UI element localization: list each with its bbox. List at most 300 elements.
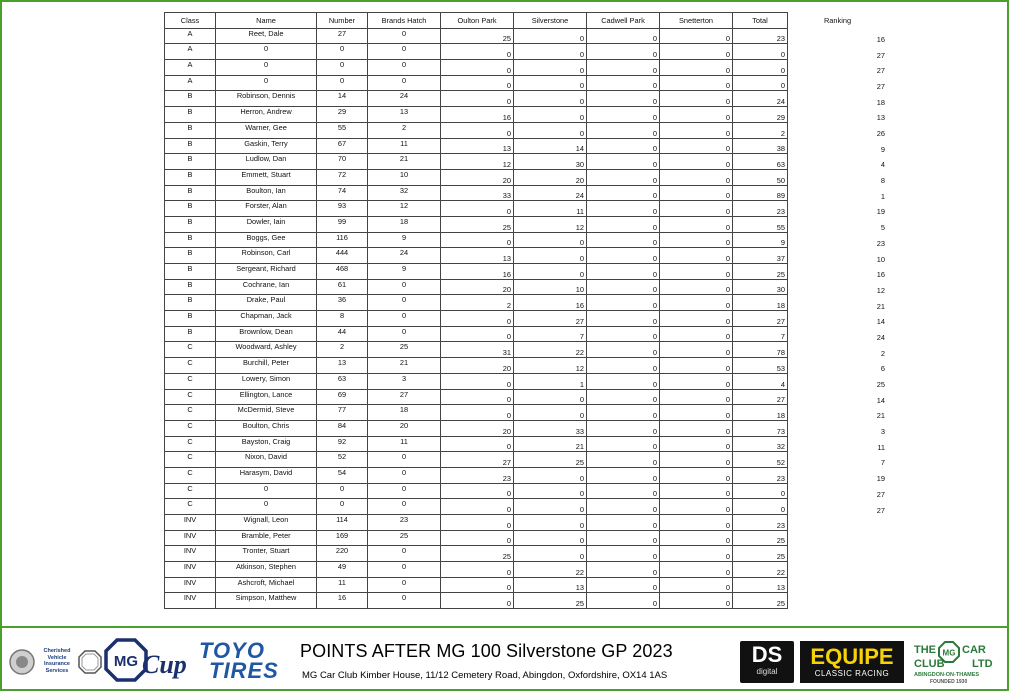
class-cell: INV [165, 577, 216, 593]
table-row [165, 232, 888, 248]
oulton-park-cell: 12 [441, 154, 514, 170]
total-cell: 2 [733, 122, 788, 138]
brands-hatch-cell: 21 [368, 154, 441, 170]
silverstone-cell: 0 [514, 44, 587, 60]
snetterton-cell: 0 [660, 483, 733, 499]
name-cell: Emmett, Stuart [216, 169, 317, 185]
table-row [165, 44, 888, 60]
cadwell-park-cell: 0 [587, 201, 660, 217]
cherished-vehicle-badge-icon [8, 648, 38, 676]
total-cell: 23 [733, 28, 788, 44]
class-cell: A [165, 60, 216, 76]
oulton-park-cell: 33 [441, 185, 514, 201]
class-cell: INV [165, 562, 216, 578]
table-row [165, 264, 888, 280]
silverstone-cell: 0 [514, 264, 587, 280]
brands-hatch-cell: 0 [368, 279, 441, 295]
ranking-cell: 27 [876, 489, 885, 499]
number-cell: 13 [317, 358, 368, 374]
snetterton-cell: 0 [660, 358, 733, 374]
name-cell: Ellington, Lance [216, 389, 317, 405]
brands-hatch-cell: 0 [368, 483, 441, 499]
carclub-ltd: LTD [972, 658, 993, 670]
total-cell: 78 [733, 342, 788, 358]
silverstone-cell: 1 [514, 373, 587, 389]
silverstone-cell: 20 [514, 169, 587, 185]
class-cell: C [165, 405, 216, 421]
brands-hatch-cell: 25 [368, 530, 441, 546]
brands-hatch-cell: 24 [368, 248, 441, 264]
brands-hatch-cell: 23 [368, 515, 441, 531]
cadwell-park-cell: 0 [587, 515, 660, 531]
mg-small-badge-icon [78, 650, 102, 674]
total-cell: 9 [733, 232, 788, 248]
cadwell-park-cell: 0 [587, 420, 660, 436]
number-cell: 169 [317, 530, 368, 546]
brands-hatch-cell: 0 [368, 60, 441, 76]
toyo-tires-logo [199, 638, 291, 683]
number-cell: 116 [317, 232, 368, 248]
brands-hatch-cell: 10 [368, 169, 441, 185]
brands-hatch-cell: 11 [368, 436, 441, 452]
snetterton-cell: 0 [660, 420, 733, 436]
snetterton-cell: 0 [660, 467, 733, 483]
snetterton-cell: 0 [660, 154, 733, 170]
silverstone-cell: 12 [514, 358, 587, 374]
table-row [165, 75, 888, 91]
cadwell-park-cell: 0 [587, 138, 660, 154]
class-cell: C [165, 499, 216, 515]
oulton-park-cell: 0 [441, 326, 514, 342]
oulton-park-cell: 0 [441, 593, 514, 609]
brands-hatch-cell: 0 [368, 452, 441, 468]
total-cell: 0 [733, 483, 788, 499]
number-cell: 0 [317, 499, 368, 515]
name-cell: McDermid, Steve [216, 405, 317, 421]
name-cell: Gaskin, Terry [216, 138, 317, 154]
cadwell-park-cell: 0 [587, 530, 660, 546]
class-cell: A [165, 44, 216, 60]
class-cell: B [165, 264, 216, 280]
silverstone-cell: 12 [514, 216, 587, 232]
snetterton-cell: 0 [660, 593, 733, 609]
name-cell: Lowery, Simon [216, 373, 317, 389]
oulton-park-cell: 25 [441, 546, 514, 562]
brands-hatch-cell: 25 [368, 342, 441, 358]
number-cell: 220 [317, 546, 368, 562]
table-row [165, 358, 888, 374]
table-row [165, 201, 888, 217]
number-cell: 84 [317, 420, 368, 436]
snetterton-cell: 0 [660, 264, 733, 280]
oulton-park-cell: 0 [441, 373, 514, 389]
snetterton-cell: 0 [660, 122, 733, 138]
table-row [165, 546, 888, 562]
number-cell: 2 [317, 342, 368, 358]
number-cell: 93 [317, 201, 368, 217]
points-table [164, 12, 888, 609]
brands-hatch-cell: 0 [368, 326, 441, 342]
name-cell: 0 [216, 499, 317, 515]
cherished-line-2: Vehicle [47, 654, 67, 661]
class-cell: B [165, 248, 216, 264]
ranking-cell: 10 [876, 254, 885, 264]
number-cell: 69 [317, 389, 368, 405]
ranking-cell: 14 [876, 317, 885, 327]
header-name: Name [216, 13, 317, 29]
silverstone-cell: 27 [514, 311, 587, 327]
silverstone-cell: 0 [514, 483, 587, 499]
silverstone-cell: 0 [514, 389, 587, 405]
ranking-cell: 19 [876, 474, 885, 484]
ranking-cell: 4 [880, 160, 885, 170]
snetterton-cell: 0 [660, 279, 733, 295]
table-row [165, 405, 888, 421]
snetterton-cell: 0 [660, 138, 733, 154]
table-row [165, 593, 888, 609]
cadwell-park-cell: 0 [587, 483, 660, 499]
class-cell: A [165, 28, 216, 44]
snetterton-cell: 0 [660, 75, 733, 91]
cadwell-park-cell: 0 [587, 107, 660, 123]
total-cell: 4 [733, 373, 788, 389]
oulton-park-cell: 0 [441, 577, 514, 593]
cadwell-park-cell: 0 [587, 154, 660, 170]
mg-cup-text: Cup [142, 650, 187, 679]
class-cell: B [165, 232, 216, 248]
total-cell: 37 [733, 248, 788, 264]
silverstone-cell: 0 [514, 248, 587, 264]
table-row [165, 436, 888, 452]
number-cell: 92 [317, 436, 368, 452]
header-number: Number [317, 13, 368, 29]
table-row [165, 248, 888, 264]
ranking-cell: 25 [876, 380, 885, 389]
ranking-cell: 5 [880, 223, 885, 233]
oulton-park-cell: 25 [441, 216, 514, 232]
brands-hatch-cell: 27 [368, 389, 441, 405]
class-cell: B [165, 122, 216, 138]
carclub-the: THE [914, 644, 936, 656]
oulton-park-cell: 20 [441, 169, 514, 185]
oulton-park-cell: 0 [441, 91, 514, 107]
name-cell: Robinson, Dennis [216, 91, 317, 107]
number-cell: 114 [317, 515, 368, 531]
number-cell: 63 [317, 373, 368, 389]
header-cadwell-park: Cadwell Park [587, 13, 660, 29]
brands-hatch-cell: 9 [368, 232, 441, 248]
cherished-logo [8, 648, 103, 676]
club-address: MG Car Club Kimber House, 11/12 Cemetery Road, Abingdon, Oxfordshire, OX14 1AS [302, 670, 668, 681]
class-cell: C [165, 436, 216, 452]
brands-hatch-cell: 18 [368, 216, 441, 232]
oulton-park-cell: 16 [441, 107, 514, 123]
ranking-cell [788, 577, 888, 593]
carclub-club: CLUB [914, 658, 945, 670]
class-cell: C [165, 342, 216, 358]
total-cell: 25 [733, 546, 788, 562]
snetterton-cell: 0 [660, 201, 733, 217]
number-cell: 55 [317, 122, 368, 138]
cadwell-park-cell: 0 [587, 405, 660, 421]
ranking-cell: 21 [876, 411, 885, 421]
number-cell: 77 [317, 405, 368, 421]
brands-hatch-cell: 0 [368, 44, 441, 60]
carclub-car: CAR [962, 644, 986, 656]
class-cell: B [165, 107, 216, 123]
silverstone-cell: 0 [514, 28, 587, 44]
class-cell: A [165, 75, 216, 91]
ranking-cell: 2 [880, 348, 885, 358]
cadwell-park-cell: 0 [587, 169, 660, 185]
cadwell-park-cell: 0 [587, 248, 660, 264]
cadwell-park-cell: 0 [587, 91, 660, 107]
snetterton-cell: 0 [660, 436, 733, 452]
brands-hatch-cell: 0 [368, 593, 441, 609]
page-title: POINTS AFTER MG 100 Silverstone GP 2023 [300, 641, 673, 661]
ds-big-text: DS [751, 642, 783, 667]
name-cell: Nixon, David [216, 452, 317, 468]
class-cell: B [165, 154, 216, 170]
ranking-cell: 6 [880, 364, 885, 374]
table-row [165, 154, 888, 170]
silverstone-cell: 7 [514, 326, 587, 342]
name-cell: Chapman, Jack [216, 311, 317, 327]
name-cell: Warner, Gee [216, 122, 317, 138]
name-cell: Cochrane, Ian [216, 279, 317, 295]
snetterton-cell: 0 [660, 44, 733, 60]
cadwell-park-cell: 0 [587, 467, 660, 483]
cadwell-park-cell: 0 [587, 499, 660, 515]
class-cell: C [165, 483, 216, 499]
brands-hatch-cell: 0 [368, 467, 441, 483]
equipe-logo [800, 641, 904, 683]
ranking-cell: 16 [876, 34, 885, 44]
number-cell: 444 [317, 248, 368, 264]
oulton-park-cell: 0 [441, 60, 514, 76]
table-row [165, 562, 888, 578]
oulton-park-cell: 0 [441, 405, 514, 421]
table-body [165, 28, 888, 608]
ds-small-text: digital [756, 667, 778, 676]
total-cell: 23 [733, 201, 788, 217]
name-cell: Boggs, Gee [216, 232, 317, 248]
name-cell: 0 [216, 75, 317, 91]
table-row [165, 530, 888, 546]
brands-hatch-cell: 0 [368, 577, 441, 593]
snetterton-cell: 0 [660, 405, 733, 421]
ranking-cell: 7 [880, 458, 885, 468]
ranking-cell: 1 [880, 191, 885, 201]
total-cell: 30 [733, 279, 788, 295]
oulton-park-cell: 31 [441, 342, 514, 358]
oulton-park-cell: 0 [441, 530, 514, 546]
name-cell: Harasym, David [216, 467, 317, 483]
ranking-cell: 23 [876, 238, 885, 248]
table-row [165, 373, 888, 389]
cadwell-park-cell: 0 [587, 389, 660, 405]
oulton-park-cell: 0 [441, 75, 514, 91]
number-cell: 0 [317, 60, 368, 76]
silverstone-cell: 16 [514, 295, 587, 311]
snetterton-cell: 0 [660, 185, 733, 201]
number-cell: 468 [317, 264, 368, 280]
number-cell: 27 [317, 28, 368, 44]
table-row [165, 515, 888, 531]
name-cell: Dowler, Iain [216, 216, 317, 232]
cadwell-park-cell: 0 [587, 326, 660, 342]
snetterton-cell: 0 [660, 530, 733, 546]
class-cell: B [165, 326, 216, 342]
total-cell: 73 [733, 420, 788, 436]
silverstone-cell: 0 [514, 91, 587, 107]
table-row [165, 326, 888, 342]
class-cell: B [165, 279, 216, 295]
oulton-park-cell: 0 [441, 562, 514, 578]
total-cell: 24 [733, 91, 788, 107]
snetterton-cell: 0 [660, 546, 733, 562]
snetterton-cell: 0 [660, 342, 733, 358]
brands-hatch-cell: 0 [368, 499, 441, 515]
total-cell: 27 [733, 389, 788, 405]
cadwell-park-cell: 0 [587, 452, 660, 468]
cadwell-park-cell: 0 [587, 593, 660, 609]
brands-hatch-cell: 32 [368, 185, 441, 201]
oulton-park-cell: 20 [441, 420, 514, 436]
oulton-park-cell: 0 [441, 389, 514, 405]
ranking-cell: 12 [876, 285, 885, 295]
total-cell: 25 [733, 530, 788, 546]
ranking-cell: 14 [876, 395, 885, 405]
name-cell: Boulton, Ian [216, 185, 317, 201]
ranking-cell [788, 593, 888, 609]
header-ranking: Ranking [823, 15, 852, 25]
brands-hatch-cell: 24 [368, 91, 441, 107]
total-cell: 22 [733, 562, 788, 578]
oulton-park-cell: 0 [441, 515, 514, 531]
header-row [165, 13, 888, 29]
class-cell: B [165, 91, 216, 107]
silverstone-cell: 33 [514, 420, 587, 436]
snetterton-cell: 0 [660, 107, 733, 123]
mg-octagon-letters: MG [113, 653, 139, 670]
name-cell: Brownlow, Dean [216, 326, 317, 342]
total-cell: 29 [733, 107, 788, 123]
snetterton-cell: 0 [660, 389, 733, 405]
header-class: Class [165, 13, 216, 29]
name-cell: Woodward, Ashley [216, 342, 317, 358]
class-cell: B [165, 138, 216, 154]
cadwell-park-cell: 0 [587, 44, 660, 60]
oulton-park-cell: 20 [441, 358, 514, 374]
ranking-cell: 24 [876, 332, 885, 342]
snetterton-cell: 0 [660, 169, 733, 185]
class-cell: C [165, 420, 216, 436]
brands-hatch-cell: 0 [368, 295, 441, 311]
carclub-mg-letters: MG [942, 648, 956, 658]
total-cell: 7 [733, 326, 788, 342]
snetterton-cell: 0 [660, 91, 733, 107]
class-cell: C [165, 467, 216, 483]
number-cell: 72 [317, 169, 368, 185]
snetterton-cell: 0 [660, 562, 733, 578]
table-row [165, 185, 888, 201]
table-row [165, 483, 888, 499]
snetterton-cell: 0 [660, 499, 733, 515]
table-row [165, 138, 888, 154]
oulton-park-cell: 0 [441, 311, 514, 327]
ranking-cell: 26 [876, 129, 885, 138]
class-cell: B [165, 201, 216, 217]
number-cell: 49 [317, 562, 368, 578]
silverstone-cell: 0 [514, 122, 587, 138]
total-cell: 0 [733, 60, 788, 76]
name-cell: Tronter, Stuart [216, 546, 317, 562]
cadwell-park-cell: 0 [587, 216, 660, 232]
table-row [165, 467, 888, 483]
toyo-line-2: TIRES [209, 658, 279, 683]
ranking-cell: 11 [877, 442, 885, 452]
name-cell: Boulton, Chris [216, 420, 317, 436]
brands-hatch-cell: 0 [368, 311, 441, 327]
cadwell-park-cell: 0 [587, 264, 660, 280]
cadwell-park-cell: 0 [587, 562, 660, 578]
name-cell: Simpson, Matthew [216, 593, 317, 609]
oulton-park-cell: 0 [441, 201, 514, 217]
ranking-cell: 27 [876, 505, 885, 515]
silverstone-cell: 0 [514, 232, 587, 248]
snetterton-cell: 0 [660, 295, 733, 311]
brands-hatch-cell: 2 [368, 122, 441, 138]
table-row [165, 389, 888, 405]
table-row [165, 295, 888, 311]
brands-hatch-cell: 9 [368, 264, 441, 280]
ranking-cell [788, 562, 888, 578]
oulton-park-cell: 0 [441, 436, 514, 452]
ranking-cell: 18 [876, 97, 885, 107]
name-cell: 0 [216, 44, 317, 60]
snetterton-cell: 0 [660, 28, 733, 44]
oulton-park-cell: 0 [441, 499, 514, 515]
number-cell: 29 [317, 107, 368, 123]
oulton-park-cell: 2 [441, 295, 514, 311]
oulton-park-cell: 0 [441, 44, 514, 60]
ranking-cell: 9 [880, 144, 885, 154]
mg-cup-logo [104, 638, 194, 684]
cadwell-park-cell: 0 [587, 311, 660, 327]
class-cell: INV [165, 515, 216, 531]
table-row [165, 60, 888, 76]
mg-car-club-logo [910, 640, 1004, 686]
name-cell: Robinson, Carl [216, 248, 317, 264]
silverstone-cell: 13 [514, 577, 587, 593]
silverstone-cell: 11 [514, 201, 587, 217]
silverstone-cell: 14 [514, 138, 587, 154]
number-cell: 14 [317, 91, 368, 107]
ranking-cell: 27 [876, 66, 885, 76]
oulton-park-cell: 0 [441, 483, 514, 499]
brands-hatch-cell: 0 [368, 562, 441, 578]
total-cell: 18 [733, 405, 788, 421]
silverstone-cell: 0 [514, 499, 587, 515]
class-cell: INV [165, 546, 216, 562]
oulton-park-cell: 23 [441, 467, 514, 483]
total-cell: 27 [733, 311, 788, 327]
name-cell: 0 [216, 483, 317, 499]
number-cell: 52 [317, 452, 368, 468]
name-cell: Herron, Andrew [216, 107, 317, 123]
cadwell-park-cell: 0 [587, 60, 660, 76]
